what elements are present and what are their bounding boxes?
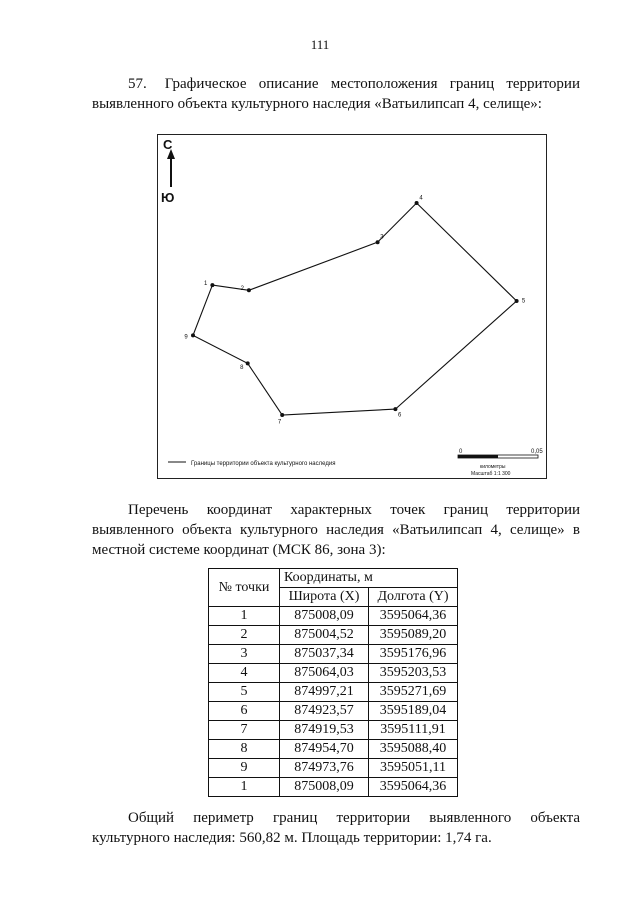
coords-intro bbox=[92, 500, 580, 560]
point-label: 5 bbox=[521, 298, 526, 305]
cell-point: 7 bbox=[209, 721, 280, 740]
cell-x: 874973,76 bbox=[280, 759, 369, 778]
cell-x: 875037,34 bbox=[280, 645, 369, 664]
cell-point: 3 bbox=[209, 645, 280, 664]
cell-y: 3595089,20 bbox=[369, 626, 458, 645]
cell-point: 9 bbox=[209, 759, 280, 778]
table-row bbox=[209, 702, 458, 721]
table-row bbox=[209, 626, 458, 645]
boundary-point bbox=[247, 288, 251, 292]
cell-point: 2 bbox=[209, 626, 280, 645]
section-title: Графическое описание местоположения границ территории выявленного объекта культурного наследия «Ватьилипсап 4, селище»: bbox=[92, 76, 580, 112]
cell-y: 3595111,91 bbox=[369, 721, 458, 740]
point-label: 6 bbox=[398, 412, 402, 419]
point-label: 9 bbox=[184, 334, 188, 341]
header-x: Широта (X) bbox=[280, 588, 369, 607]
cell-x: 874919,53 bbox=[280, 721, 369, 740]
table-row bbox=[209, 645, 458, 664]
coordinates-table bbox=[208, 568, 458, 797]
cell-y: 3595271,69 bbox=[369, 683, 458, 702]
point-label: 1 bbox=[204, 281, 208, 288]
cell-x: 875004,52 bbox=[280, 626, 369, 645]
boundary-point bbox=[280, 413, 284, 417]
boundary-point bbox=[191, 333, 195, 337]
cell-y: 3595189,04 bbox=[369, 702, 458, 721]
cell-x: 875008,09 bbox=[280, 607, 369, 626]
boundary-point bbox=[376, 240, 380, 244]
table-row bbox=[209, 664, 458, 683]
cell-point: 6 bbox=[209, 702, 280, 721]
south-label: Ю bbox=[161, 190, 175, 205]
table-row bbox=[209, 683, 458, 702]
table-row bbox=[209, 778, 458, 797]
scale-ratio-label: Масштаб 1:1 300 bbox=[471, 471, 511, 477]
summary bbox=[92, 808, 580, 848]
cell-x: 874997,21 bbox=[280, 683, 369, 702]
summary-text: Общий периметр границ территории выявленного объекта культурного наследия: 560,82 м. Площадь территории: 1,74 га. bbox=[92, 810, 580, 846]
header-point: № точки bbox=[209, 569, 280, 607]
point-label: 7 bbox=[277, 419, 282, 426]
boundary-point bbox=[246, 361, 250, 365]
map-canvas bbox=[158, 135, 548, 480]
cell-y: 3595064,36 bbox=[369, 778, 458, 797]
boundary-layer bbox=[184, 196, 525, 426]
header-coordinates: Координаты, м bbox=[280, 569, 458, 588]
scale-unit-label: километры bbox=[480, 464, 506, 470]
table-row bbox=[209, 721, 458, 740]
cell-point: 4 bbox=[209, 664, 280, 683]
cell-point: 5 bbox=[209, 683, 280, 702]
scale-start-label: 0 bbox=[459, 449, 463, 455]
cell-point: 8 bbox=[209, 740, 280, 759]
cell-y: 3595203,53 bbox=[369, 664, 458, 683]
section-number: 57. bbox=[128, 76, 147, 92]
table-row bbox=[209, 759, 458, 778]
point-label: 8 bbox=[240, 365, 244, 372]
north-label: С bbox=[163, 137, 173, 152]
cell-x: 874923,57 bbox=[280, 702, 369, 721]
boundary-point bbox=[415, 201, 419, 205]
cell-y: 3595176,96 bbox=[369, 645, 458, 664]
cell-y: 3595088,40 bbox=[369, 740, 458, 759]
boundary-point bbox=[393, 407, 397, 411]
boundary-line bbox=[193, 203, 517, 415]
table-row bbox=[209, 607, 458, 626]
cell-x: 875008,09 bbox=[280, 778, 369, 797]
cell-x: 875064,03 bbox=[280, 664, 369, 683]
boundary-map bbox=[157, 134, 547, 479]
table-row bbox=[209, 740, 458, 759]
page-number: 111 bbox=[310, 37, 330, 52]
cell-x: 874954,70 bbox=[280, 740, 369, 759]
cell-y: 3595064,36 bbox=[369, 607, 458, 626]
section-heading bbox=[92, 74, 580, 114]
scale-end-label: 0,05 bbox=[531, 449, 543, 455]
boundary-point bbox=[515, 299, 519, 303]
coords-intro-text: Перечень координат характерных точек границ территории выявленного объекта культурного наследия «Ватьилипсап 4, селище» в местной системе координат (МСК 86, зона 3): bbox=[92, 502, 580, 558]
cell-point: 1 bbox=[209, 778, 280, 797]
cell-y: 3595051,11 bbox=[369, 759, 458, 778]
point-label: 3 bbox=[380, 234, 384, 241]
point-label: 4 bbox=[419, 195, 423, 202]
cell-point: 1 bbox=[209, 607, 280, 626]
header-y: Долгота (Y) bbox=[369, 588, 458, 607]
scale-bar-fill bbox=[458, 455, 498, 458]
point-label: 2 bbox=[240, 286, 244, 292]
boundary-point bbox=[210, 283, 214, 287]
legend-label: Границы территории объекта культурного наследия bbox=[191, 461, 336, 467]
